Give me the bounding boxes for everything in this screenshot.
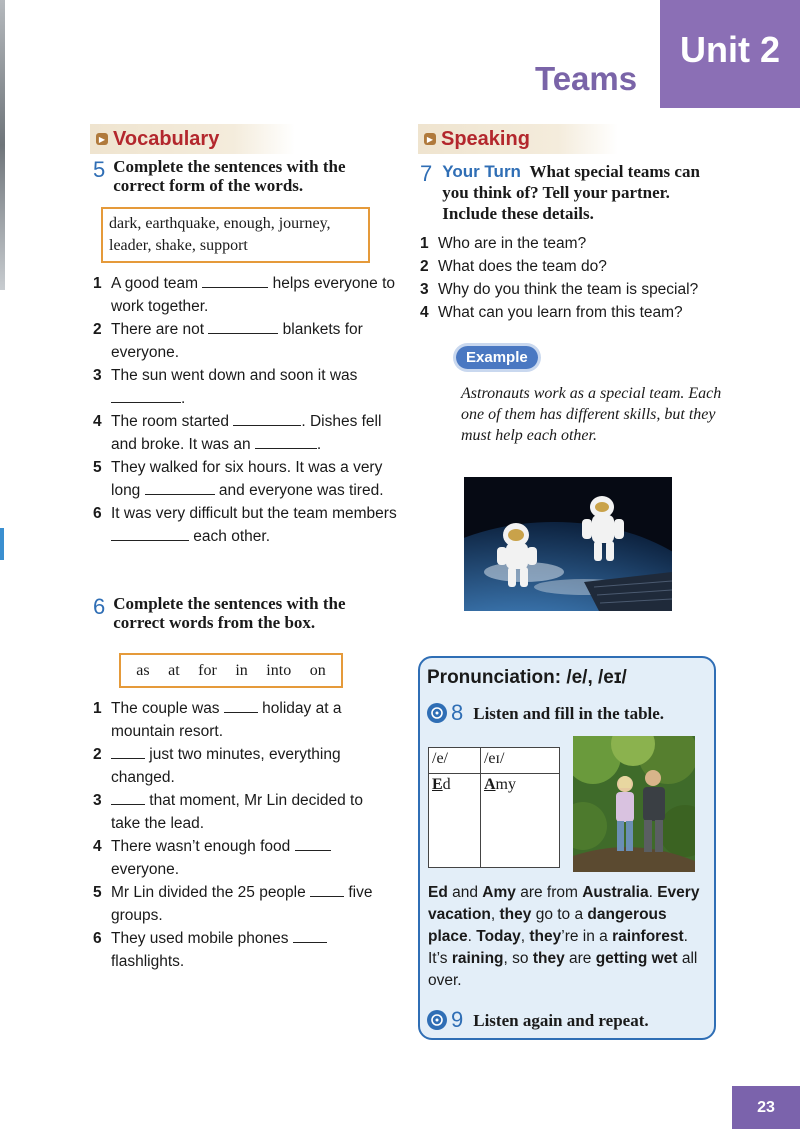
- highlighted-word: dangerous place: [428, 906, 667, 945]
- item-number: 2: [93, 746, 102, 763]
- item-text-part: that moment, Mr Lin decided to take the lead.: [111, 792, 363, 832]
- answer-blank[interactable]: [224, 699, 258, 713]
- pronunciation-title: Pronunciation: /e/, /eɪ/: [427, 667, 627, 688]
- item-text: [111, 697, 393, 743]
- item-text: [111, 318, 398, 364]
- item-number: 1: [420, 235, 429, 252]
- item-text-part: Mr Lin divided the 25 people: [111, 884, 311, 901]
- answer-blank[interactable]: [145, 481, 215, 495]
- item-text: [438, 301, 720, 324]
- exercise-instruction: Listen again and repeat.: [473, 1010, 649, 1030]
- answer-blank[interactable]: [233, 412, 301, 426]
- exercise-instruction: [442, 161, 704, 224]
- highlighted-word: they: [499, 906, 532, 923]
- item-number: 1: [93, 275, 102, 292]
- answer-blank[interactable]: [111, 745, 145, 759]
- item-text-part: They walked for six hours. It was a very long: [111, 459, 383, 499]
- word-option: on: [309, 661, 326, 679]
- highlighted-word: getting wet: [595, 950, 678, 967]
- item-text-part: There are not: [111, 321, 209, 338]
- astronauts-image: [464, 477, 672, 611]
- passage-text: all over.: [428, 950, 698, 989]
- item-text-part: The sun went down and soon it was: [111, 367, 358, 384]
- table-cell-text: my: [495, 776, 516, 793]
- word-option: for: [198, 661, 217, 679]
- table-cell[interactable]: [480, 774, 559, 868]
- item-text-part: and everyone was tired.: [214, 482, 384, 499]
- item-text-part: It was very difficult but the team members: [111, 505, 397, 522]
- exercise-instruction: Complete the sentences with the correct form of the words.: [113, 157, 346, 195]
- item-text: [111, 272, 398, 318]
- pronunciation-passage: [428, 882, 708, 992]
- highlighted-word: Today: [476, 928, 521, 945]
- item-text: [438, 232, 720, 255]
- item-number: 4: [93, 838, 102, 855]
- item-number: 5: [93, 884, 102, 901]
- item-text-part: . Dishes fell and broke. It was an: [111, 413, 382, 453]
- list-item: [93, 318, 398, 364]
- exercise-5-items: [93, 272, 398, 548]
- item-text-part: flashlights.: [111, 953, 185, 970]
- list-item: [93, 927, 393, 973]
- audio-icon[interactable]: [427, 1010, 447, 1030]
- exercise-7-text: What special teams can you think of? Tell your partner. Include these details.: [442, 162, 700, 223]
- highlighted-word: Australia: [582, 884, 649, 901]
- item-text-part: Why do you think the team is special?: [438, 281, 699, 298]
- page-number: 23: [732, 1086, 800, 1129]
- list-item: [93, 272, 398, 318]
- answer-blank[interactable]: [111, 389, 181, 403]
- example-badge: [456, 349, 538, 367]
- item-text: [438, 278, 720, 301]
- table-cell-text: d: [442, 776, 451, 793]
- item-text-part: What does the team do?: [438, 258, 607, 275]
- item-text-part: A good team: [111, 275, 203, 292]
- item-number: 3: [420, 281, 429, 298]
- passage-text: are: [564, 950, 596, 967]
- list-item: [93, 743, 393, 789]
- item-number: 2: [420, 258, 429, 275]
- vocabulary-banner: [90, 124, 295, 154]
- exercise-number: 5: [93, 157, 106, 182]
- vocabulary-heading: Vocabulary: [113, 127, 220, 150]
- word-option: as: [136, 661, 150, 679]
- word-box-text: dark, earthquake, enough, journey, leader, shake, support: [109, 215, 331, 254]
- item-number: 6: [93, 930, 102, 947]
- hikers-illustration: [573, 736, 695, 872]
- list-item: [420, 255, 720, 278]
- letter-highlight: A: [483, 776, 496, 793]
- table-header: /eɪ/: [480, 748, 559, 774]
- speaking-banner: [418, 124, 618, 154]
- item-text: [111, 456, 398, 502]
- list-item: [93, 835, 393, 881]
- list-item: [420, 301, 720, 324]
- item-text-part: Who are in the team?: [438, 235, 587, 252]
- page-edge-mark: [0, 528, 4, 560]
- highlighted-word: they: [532, 950, 565, 967]
- word-option: at: [168, 661, 180, 679]
- item-number: 6: [93, 505, 102, 522]
- item-text-part: There wasn’t enough food: [111, 838, 295, 855]
- exercise-number: 6: [93, 594, 106, 619]
- answer-blank[interactable]: [255, 435, 317, 449]
- speaking-heading: Speaking: [441, 127, 530, 150]
- passage-text: . It’s: [428, 928, 688, 967]
- list-item: [93, 502, 398, 548]
- item-number: 3: [93, 792, 102, 809]
- list-item: [93, 789, 393, 835]
- item-text-part: each other.: [189, 528, 271, 545]
- passage-text: ’re in a: [561, 928, 613, 945]
- exercise-8: [427, 700, 664, 726]
- page-title: Teams: [535, 60, 638, 97]
- item-number: 4: [420, 304, 429, 321]
- exercise-number: 8: [451, 700, 464, 725]
- exercise-7-items: [420, 232, 720, 324]
- highlighted-word: Every vacation: [428, 884, 700, 923]
- exercise-5: [93, 157, 383, 195]
- highlighted-word: Ed: [428, 884, 448, 901]
- item-text-part: What can you learn from this team?: [438, 304, 683, 321]
- list-item: [93, 410, 398, 456]
- item-text-part: blankets for everyone.: [111, 321, 363, 361]
- list-item: [93, 881, 393, 927]
- bullet-icon: ▶: [96, 133, 108, 145]
- item-text-part: .: [316, 436, 322, 453]
- exercise-7: [420, 161, 720, 224]
- exercise-9: [427, 1007, 649, 1033]
- passage-text: , so: [503, 950, 533, 967]
- highlighted-word: Amy: [482, 884, 516, 901]
- unit-label: Unit 2: [660, 0, 800, 108]
- list-item: [93, 364, 398, 410]
- answer-blank[interactable]: [208, 320, 278, 334]
- item-number: 4: [93, 413, 102, 430]
- passage-text: ,: [490, 906, 500, 923]
- item-number: 3: [93, 367, 102, 384]
- highlighted-word: they: [529, 928, 562, 945]
- passage-text: .: [648, 884, 658, 901]
- item-number: 1: [93, 700, 102, 717]
- astronauts-illustration: [464, 477, 672, 611]
- list-item: [93, 456, 398, 502]
- word-option: in: [235, 661, 248, 679]
- item-text-part: everyone.: [111, 861, 180, 878]
- table-header: /e/: [429, 748, 481, 774]
- answer-blank[interactable]: [111, 791, 145, 805]
- item-number: 5: [93, 459, 102, 476]
- answer-blank[interactable]: [111, 527, 189, 541]
- item-text: [111, 743, 393, 789]
- rainforest-photo: [573, 736, 695, 872]
- item-text: [111, 410, 398, 456]
- passage-text: go to a: [531, 906, 588, 923]
- exercise-number: 7: [420, 161, 433, 186]
- item-number: 2: [93, 321, 102, 338]
- exercise-instruction: Complete the sentences with the correct words from the box.: [113, 594, 346, 632]
- item-text-part: holiday at a mountain resort.: [111, 700, 342, 740]
- answer-blank[interactable]: [293, 929, 327, 943]
- item-text-part: They used mobile phones: [111, 930, 293, 947]
- word-box: [101, 207, 370, 263]
- bullet-icon: ▶: [424, 133, 436, 145]
- example-label: Example: [456, 346, 538, 369]
- item-text-part: The room started: [111, 413, 234, 430]
- page-edge: [0, 0, 5, 290]
- passage-text: .: [467, 928, 477, 945]
- passage-text: are from: [515, 884, 583, 901]
- item-text-part: five groups.: [111, 884, 373, 924]
- answer-blank[interactable]: [310, 883, 344, 897]
- passage-text: ,: [520, 928, 530, 945]
- item-text: [111, 835, 393, 881]
- item-text: [111, 881, 393, 927]
- item-text-part: The couple was: [111, 700, 224, 717]
- item-text: [111, 364, 398, 410]
- highlighted-word: rainforest: [612, 928, 684, 945]
- item-text: [111, 927, 393, 973]
- table-cell[interactable]: [429, 774, 481, 868]
- letter-highlight: E: [432, 776, 443, 793]
- word-option: into: [266, 661, 292, 679]
- item-text-part: helps everyone to work together.: [111, 275, 396, 315]
- item-text: [111, 789, 393, 835]
- word-box: [119, 653, 343, 688]
- item-text-part: just two minutes, everything changed.: [111, 746, 341, 786]
- answer-blank[interactable]: [202, 274, 268, 288]
- item-text: [438, 255, 720, 278]
- exercise-6: [93, 594, 393, 632]
- example-text: Astronauts work as a special team. Each one of them has different skills, but they must help each other.: [461, 385, 722, 444]
- answer-blank[interactable]: [295, 837, 331, 851]
- item-text-part: .: [181, 390, 186, 407]
- highlighted-word: raining: [451, 950, 504, 967]
- exercise-number: 9: [451, 1007, 464, 1032]
- exercise-instruction: Listen and fill in the table.: [473, 703, 665, 723]
- your-turn-label: Your Turn: [442, 162, 521, 181]
- audio-icon[interactable]: [427, 703, 447, 723]
- list-item: [93, 697, 393, 743]
- passage-text: and: [447, 884, 483, 901]
- list-item: [420, 232, 720, 255]
- pronunciation-table: [428, 747, 560, 868]
- exercise-6-items: [93, 697, 393, 973]
- item-text: [111, 502, 398, 548]
- list-item: [420, 278, 720, 301]
